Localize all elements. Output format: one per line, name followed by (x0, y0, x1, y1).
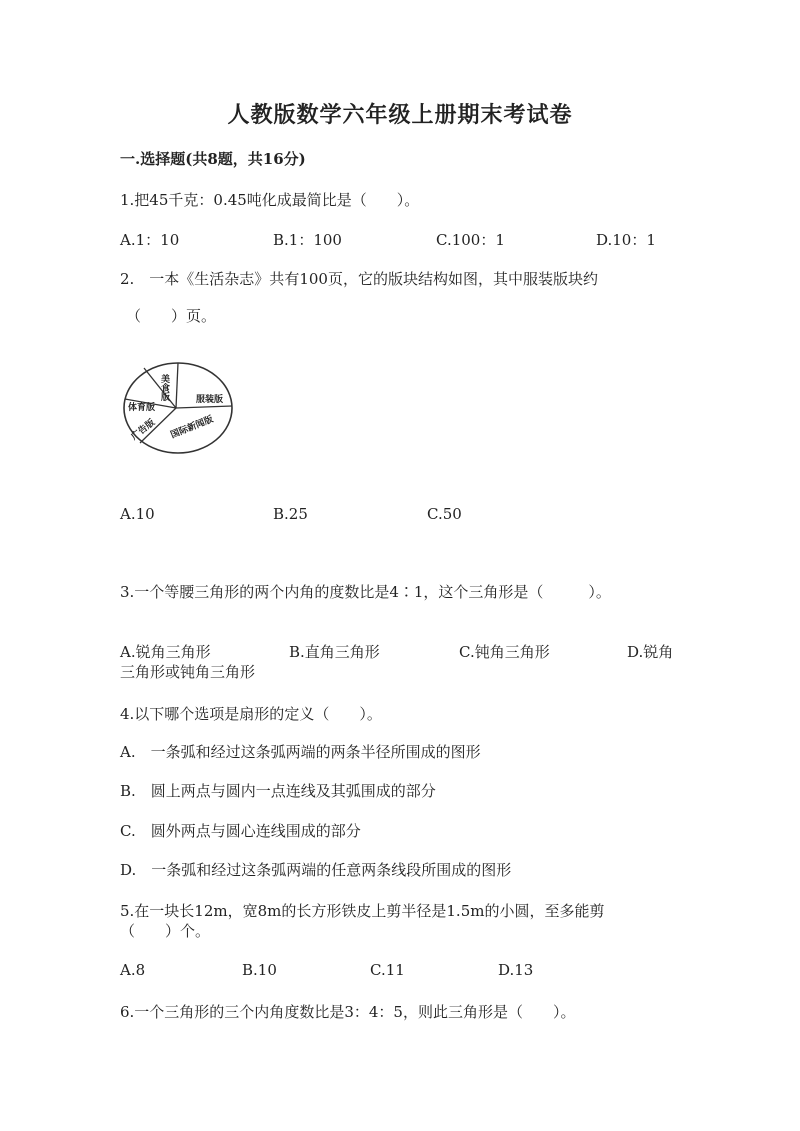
question-2-text-continued: （ ）页。 (126, 307, 217, 325)
question-1-option-b: B.1：100 (273, 231, 342, 249)
page-title: 人教版数学六年级上册期末考试卷 (227, 102, 573, 128)
question-5-option-d: D.13 (498, 961, 534, 979)
pie-label-ads: 广告版 (129, 417, 158, 443)
question-3-option-c: C.钝角三角形 (459, 643, 550, 661)
question-5-text-continued: （ ）个。 (120, 922, 211, 940)
question-1-text: 1.把45千克：0.45吨化成最简比是（ ）。 (120, 191, 420, 209)
question-5-option-b: B.10 (242, 961, 277, 979)
question-1-option-a: A.1：10 (120, 231, 180, 249)
question-2-option-b: B.25 (273, 505, 308, 523)
question-5-text: 5.在一块长12m，宽8m的长方形铁皮上剪半径是1.5m的小圆，至多能剪 (120, 902, 605, 920)
question-4-option-a: A. 一条弧和经过这条弧两端的两条半径所围成的图形 (120, 743, 481, 761)
pie-label-clothing: 服装版 (196, 395, 224, 405)
question-2-text: 2. 一本《生活杂志》共有100页，它的版块结构如图，其中服装版块约 (120, 270, 598, 288)
section-heading: 一.选择题(共8题，共16分) (120, 150, 306, 168)
question-3-option-b: B.直角三角形 (289, 643, 380, 661)
question-3-text: 3.一个等腰三角形的两个内角的度数比是4∶1，这个三角形是（ ）。 (120, 583, 611, 601)
question-5-option-a: A.8 (120, 961, 146, 979)
question-4-option-b: B. 圆上两点与圆内一点连线及其弧围成的部分 (120, 782, 436, 800)
question-1-option-d: D.10：1 (596, 231, 656, 249)
question-2-option-c: C.50 (427, 505, 462, 523)
pie-label-food: 美食版 (159, 374, 169, 401)
question-4-option-c: C. 圆外两点与圆心连线围成的部分 (120, 822, 361, 840)
magazine-pie-chart (118, 360, 243, 465)
question-4-option-d: D. 一条弧和经过这条弧两端的任意两条线段所围成的图形 (120, 861, 512, 879)
pie-divider (176, 406, 232, 408)
question-3-option-a: A.锐角三角形 (120, 643, 211, 661)
question-3-option-d: D.锐角 (627, 643, 674, 661)
question-6-text: 6.一个三角形的三个内角度数比是3：4：5，则此三角形是（ ）。 (120, 1003, 576, 1021)
question-5-option-c: C.11 (370, 961, 405, 979)
question-2-option-a: A.10 (120, 505, 155, 523)
pie-label-world-news: 国际新闻版 (169, 414, 215, 441)
pie-label-sports: 体育版 (128, 403, 156, 413)
pie-divider (176, 363, 178, 408)
question-1-option-c: C.100：1 (436, 231, 505, 249)
question-3-option-d-continued: 三角形或钝角三角形 (120, 663, 256, 681)
question-4-text: 4.以下哪个选项是扇形的定义（ ）。 (120, 705, 382, 723)
